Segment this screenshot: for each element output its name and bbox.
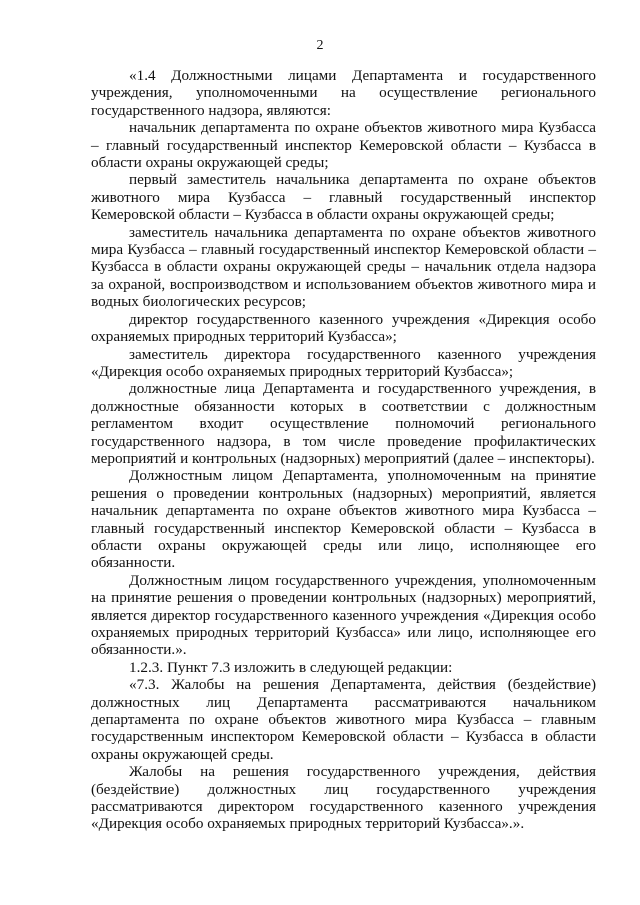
paragraph-deputy-director: заместитель директора государственного казенного учреждения «Дирекция особо охраняемых природных территорий Кузбасса»; bbox=[91, 345, 596, 380]
page-number: 2 bbox=[316, 38, 324, 53]
paragraph-inspectors: должностные лица Департамента и государственного учреждения, в должностные обязанности которых в соответствии с должностным регламентом входит осуществление полномочий регионального государственного надзора, в том числе проведение профилактических мероприятий и контрольных (надзорных) мероприятий (далее – инспекторы). bbox=[91, 380, 596, 467]
paragraph-1-2-3-heading: 1.2.3. Пункт 7.3 изложить в следующей редакции: bbox=[129, 658, 453, 676]
paragraph-department-head: начальник департамента по охране объектов животного мира Кузбасса – главный государственный инспектор Кемеровской области – Кузбасса в области охраны окружающей среды; bbox=[91, 119, 596, 172]
paragraph-institution-director: директор государственного казенного учреждения «Дирекция особо охраняемых природных территорий Кузбасса»; bbox=[91, 310, 596, 346]
paragraph-7-3-department-complaints: «7.3. Жалобы на решения Департамента, действия (бездействие) должностных лиц Департамента рассматриваются начальником департамента по охране объектов животного мира Кузбасса – главным государственным инспектором Кемеровской области – Кузбасса в области охраны окружающей среды. bbox=[91, 676, 596, 763]
paragraph-deputy-head: заместитель начальника департамента по охране объектов животного мира Кузбасса – главный государственный инспектор Кемеровской области – Кузбасса в области охраны окружающей среды – начальник отдела надзора за охраной, воспроизводством и использованием объектов животного мира и водных биологических ресурсов; bbox=[91, 223, 596, 311]
paragraph-first-deputy: первый заместитель начальника департамента по охране объектов животного мира Кузбасса – главный государственный инспектор Кемеровской области – Кузбасса в области охраны окружающей среды; bbox=[91, 171, 596, 224]
paragraph-institution-decision-official: Должностным лицом государственного учреждения, уполномоченным на принятие решения о проведении контрольных (надзорных) мероприятий, является директор государственного казенного учреждения «Дирекция особо охраняемых природных территорий Кузбасса» или лицо, исполняющее его обязанности.». bbox=[91, 571, 596, 659]
document-body bbox=[91, 67, 596, 833]
paragraph-department-decision-official: Должностным лицом Департамента, уполномоченным на принятие решения о проведении контрольных (надзорных) мероприятий, является начальник департамента по охране объектов животного мира Кузбасса – главный государственный инспектор Кемеровской области – Кузбасса в области охраны окружающей среды или лицо, исполняющее его обязанности. bbox=[91, 467, 596, 572]
paragraph-institution-complaints: Жалобы на решения государственного учреждения, действия (бездействие) должностных лиц государственного учреждения рассматриваются директором государственного казенного учреждения «Дирекция особо охраняемых природных территорий Кузбасса».». bbox=[91, 763, 596, 833]
paragraph-1-4-officials: «1.4 Должностными лицами Департамента и государственного учреждения, уполномоченными на осуществление регионального государственного надзора, являются: bbox=[91, 67, 596, 119]
